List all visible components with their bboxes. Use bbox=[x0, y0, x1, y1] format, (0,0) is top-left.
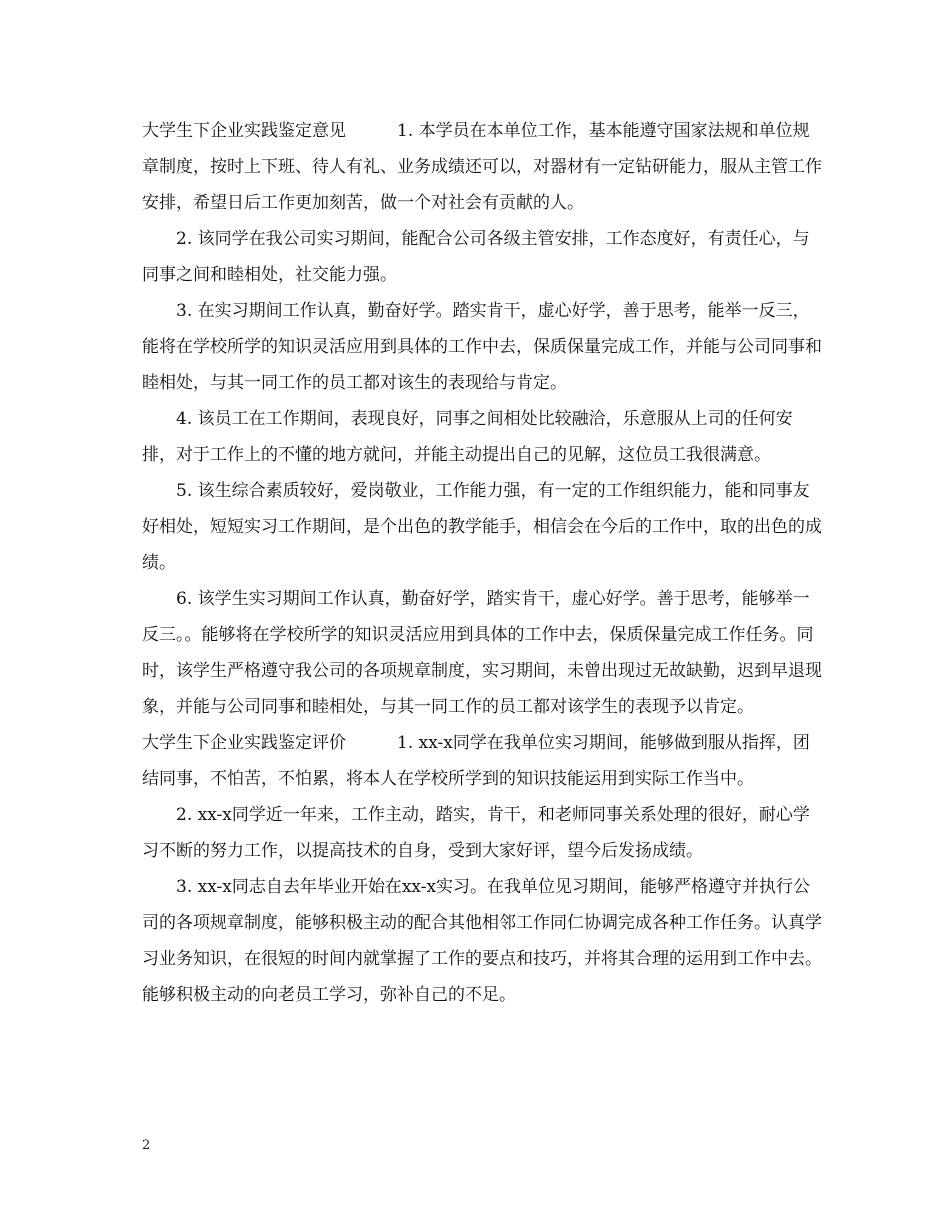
heading-gap bbox=[346, 733, 397, 753]
section1-item-1: 1. 本学员在本单位工作，基本能遵守国家法规和单位规章制度，按时上下班、待人有礼、业务成绩还可以，对器材有一定钻研能力，服从主管工作安排，希望日后工作更加刻苦，做一个对社会有贡献的人。 bbox=[142, 121, 822, 213]
section2-item-3: 3. xx-x同志自去年毕业开始在xx-x实习。在我单位见习期间，能够严格遵守并执行公司的各项规章制度，能够积极主动的配合其他相邻工作同仁协调完成各种工作任务。认真学习业务知识，在很短的时间内就掌握了工作的要点和技巧，并将其合理的运用到工作中去。能够积极主动的向老员工学习，弥补自己的不足。 bbox=[142, 877, 822, 1005]
section1-item-4: 4. 该员工在工作期间，表现良好，同事之间相处比较融洽，乐意服从上司的任何安排，对于工作上的不懂的地方就问，并能主动提出自己的见解，这位员工我很满意。 bbox=[142, 409, 793, 465]
section2-lead-paragraph bbox=[142, 725, 822, 797]
section2-item-1: 1. xx-x同学在我单位实习期间，能够做到服从指挥，团结同事，不怕苦，不怕累，将本人在学校所学到的知识技能运用到实际工作当中。 bbox=[142, 733, 810, 789]
section1-item-2: 2. 该同学在我公司实习期间，能配合公司各级主管安排，工作态度好，有责任心，与同事之间和睦相处，社交能力强。 bbox=[142, 229, 810, 285]
section2-item-2: 2. xx-x同学近一年来，工作主动，踏实，肯干，和老师同事关系处理的很好，耐心学习不断的努力工作，以提高技术的自身，受到大家好评，望今后发扬成绩。 bbox=[142, 805, 810, 861]
section1-item-6: 6. 该学生实习期间工作认真，勤奋好学，踏实肯干，虚心好学。善于思考，能够举一反三。。能够将在学校所学的知识灵活应用到具体的工作中去，保质保量完成工作任务。同时，该学生严格遵守我公司的各项规章制度，实习期间，未曾出现过无故缺勤，迟到早退现象，并能与公司同事和睦相处，与其一同工作的员工都对该学生的表现予以肯定。 bbox=[142, 589, 822, 717]
section1-item-5: 5. 该生综合素质较好，爱岗敬业，工作能力强，有一定的工作组织能力，能和同事友好相处，短短实习工作期间，是个出色的教学能手，相信会在今后的工作中，取的出色的成绩。 bbox=[142, 481, 822, 573]
section1-item-3: 3. 在实习期间工作认真，勤奋好学。踏实肯干，虚心好学，善于思考，能举一反三，能将在学校所学的知识灵活应用到具体的工作中去，保质保量完成工作，并能与公司同事和睦相处，与其一同工作的员工都对该生的表现给与肯定。 bbox=[142, 301, 822, 393]
document-body bbox=[142, 113, 822, 1013]
section2-heading: 大学生下企业实践鉴定评价 bbox=[142, 733, 346, 753]
section1-heading: 大学生下企业实践鉴定意见 bbox=[142, 121, 346, 141]
page-number: 2 bbox=[142, 1138, 151, 1153]
section1-lead-paragraph bbox=[142, 113, 822, 221]
heading-gap bbox=[346, 121, 397, 141]
